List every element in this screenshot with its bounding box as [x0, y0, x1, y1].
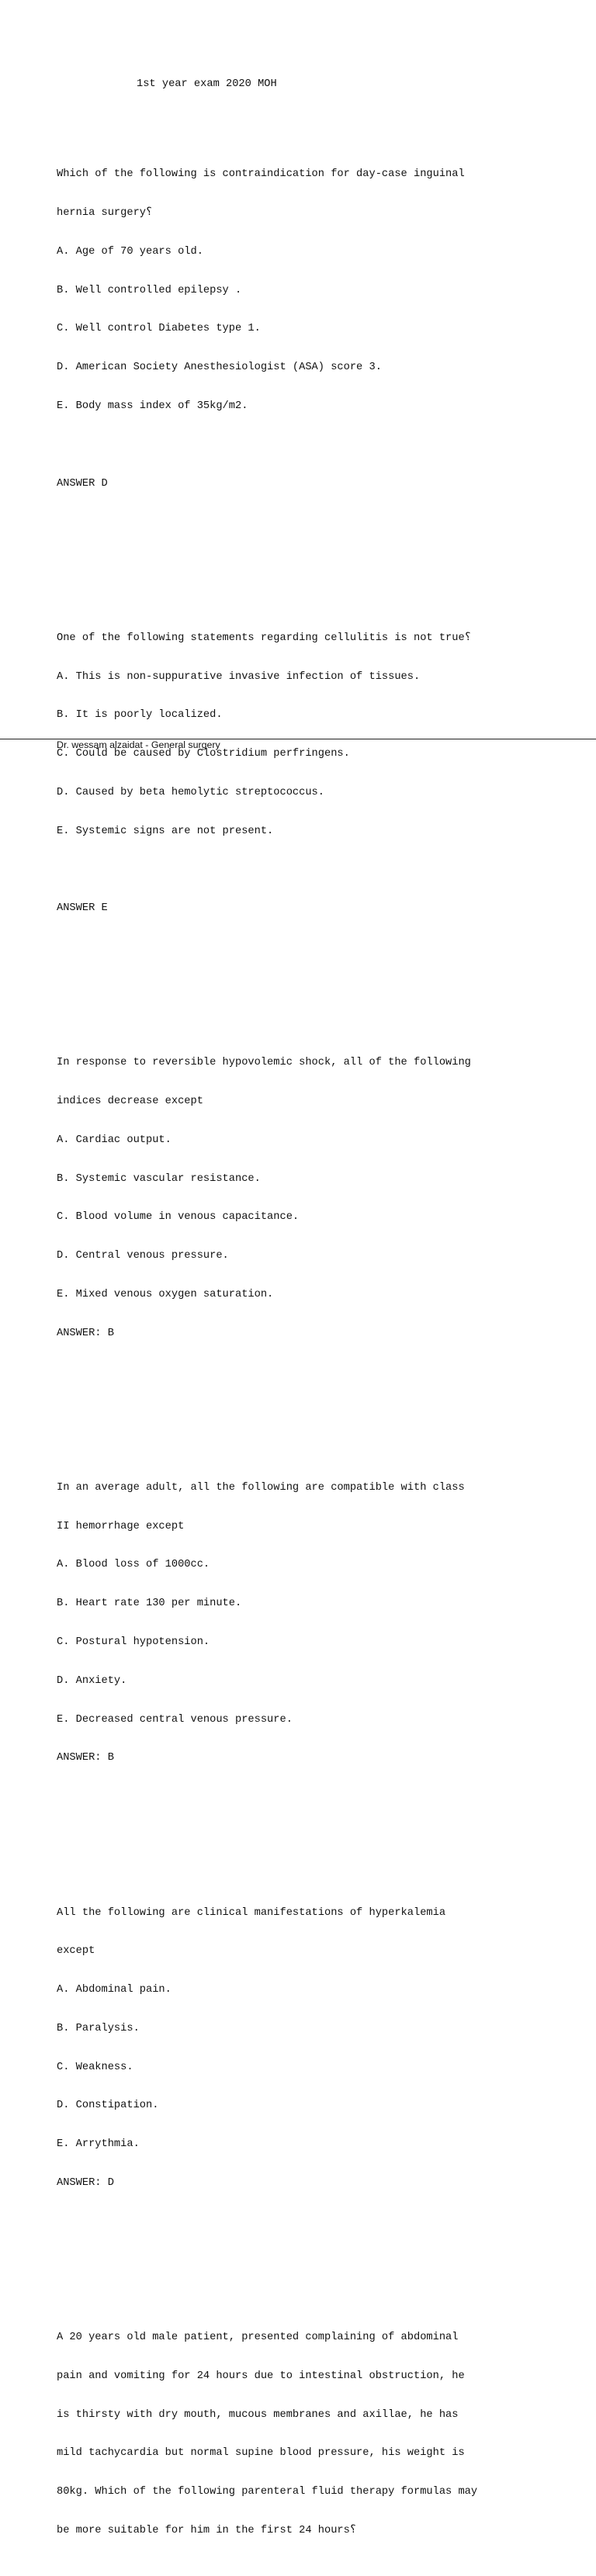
footer-text: Dr. wessam alzaidat - General surgery: [57, 739, 220, 750]
answer-line: ANSWER E: [57, 902, 108, 915]
option-c: C. Postural hypotension.: [57, 1636, 210, 1649]
option-e: E. Mixed venous oxygen saturation.: [57, 1289, 274, 1300]
question-stem-line: except: [57, 1945, 95, 1958]
question-stem-line: II hemorrhage except: [57, 1520, 185, 1532]
question-3: [57, 1031, 569, 1404]
answer-line: ANSWER D: [57, 477, 108, 490]
option-a: A. Age of 70 years old.: [57, 245, 203, 258]
option-a: A. Abdominal pain.: [57, 1984, 172, 1996]
spacer: [57, 864, 569, 877]
option-c: C. Blood volume in venous capacitance.: [57, 1211, 300, 1224]
question-stem-line: A 20 years old male patient, presented complaining of abdominal: [57, 2332, 459, 2344]
question-stem-line: pain and vomiting for 24 hours due to intestinal obstruction, he: [57, 2370, 465, 2382]
question-stem-line: hernia surgery؟: [57, 207, 153, 220]
question-stem-line: 80kg. Which of the following parenteral fluid therapy formulas may: [57, 2486, 478, 2498]
question-stem-line: In an average adult, all the following are compatible with class: [57, 1481, 465, 1494]
option-d: D. Constipation.: [57, 2100, 159, 2112]
option-e: E. Body mass index of 35kg/m2.: [57, 400, 248, 413]
spacer: [57, 516, 569, 529]
document-title: 1st year exam 2020 MOH: [137, 78, 277, 91]
answer-line: ANSWER: B: [57, 1327, 114, 1339]
question-stem-line: is thirsty with dry mouth, mucous membranes and axillae, he has: [57, 2408, 459, 2421]
option-b: B. Systemic vascular resistance.: [57, 1172, 261, 1185]
option-a: A. This is non-suppurative invasive infection of tissues.: [57, 670, 421, 683]
option-d: D. Anxiety.: [57, 1674, 127, 1687]
question-stem-line: indices decrease except: [57, 1096, 203, 1108]
question-stem-line: mild tachycardia but normal supine blood pressure, his weight is: [57, 2447, 465, 2460]
option-a: A. Blood loss of 1000cc.: [57, 1559, 210, 1571]
option-c: C. Well control Diabetes type 1.: [57, 323, 261, 335]
option-a: A. Cardiac output.: [57, 1134, 172, 1146]
option-e: E. Arrythmia.: [57, 2138, 140, 2151]
question-6: [57, 2306, 569, 2564]
option-b: B. It is poorly localized.: [57, 709, 223, 722]
spacer: [57, 941, 569, 954]
spacer: [57, 2216, 569, 2229]
option-b: B. Well controlled epilepsy .: [57, 284, 242, 296]
question-stem-line: Which of the following is contraindication for day-case inguinal: [57, 168, 465, 181]
option-b: B. Heart rate 130 per minute.: [57, 1598, 242, 1610]
option-c: C. Weakness.: [57, 2061, 133, 2073]
question-stem-line: be more suitable for him in the first 24 hours؟: [57, 2525, 357, 2536]
question-5: [57, 1881, 569, 2254]
answer-line: ANSWER: B: [57, 1752, 114, 1764]
question-stem-line: In response to reversible hypovolemic shock, all of the following: [57, 1057, 471, 1069]
option-c: C. Could be caused by Clostridium perfringens.: [57, 748, 350, 760]
spacer: [57, 439, 569, 452]
option-d: D. American Society Anesthesiologist (ASA) score 3.: [57, 362, 382, 374]
answer-line: ANSWER: D: [57, 2176, 114, 2189]
spacer: [57, 1366, 569, 1380]
spacer: [57, 1791, 569, 1804]
question-stem-line: One of the following statements regarding cellulitis is not true؟: [57, 632, 471, 644]
question-2: [57, 607, 569, 980]
question-4: [57, 1456, 569, 1830]
option-e: E. Decreased central venous pressure.: [57, 1713, 293, 1726]
question-1: [57, 143, 569, 555]
option-d: D. Caused by beta hemolytic streptococcus.: [57, 786, 324, 798]
question-stem-line: All the following are clinical manifestations of hyperkalemia: [57, 1906, 446, 1919]
document-body: [57, 53, 569, 2576]
option-b: B. Paralysis.: [57, 2022, 140, 2034]
option-e: E. Systemic signs are not present.: [57, 825, 274, 837]
option-d: D. Central venous pressure.: [57, 1250, 229, 1262]
